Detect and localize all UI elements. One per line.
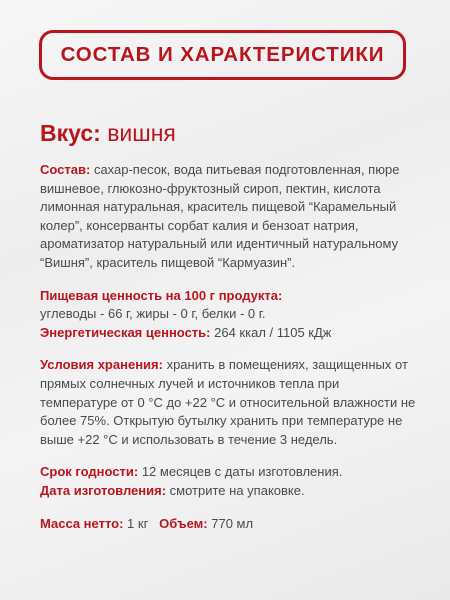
composition-paragraph	[40, 161, 420, 273]
spec-content	[40, 118, 420, 533]
shelf-life-line	[40, 463, 420, 482]
production-date-line	[40, 482, 420, 501]
header-title: СОСТАВ И ХАРАКТЕРИСТИКИ	[60, 43, 385, 66]
composition-label: Состав:	[40, 162, 91, 177]
production-date-label: Дата изготовления:	[40, 482, 167, 498]
volume-value: 770 мл	[211, 515, 254, 531]
flavor-line	[40, 118, 420, 148]
header-box	[39, 30, 406, 80]
storage-label: Условия хранения:	[40, 357, 163, 373]
shelf-life-label: Срок годности:	[40, 464, 139, 480]
energy-label: Энергетическая ценность:	[40, 324, 211, 340]
energy-line	[40, 324, 420, 343]
volume-label: Объем:	[159, 515, 208, 531]
net-weight-value: 1 кг	[127, 515, 149, 531]
nutrition-paragraph	[40, 287, 420, 324]
net-weight-label: Масса нетто:	[40, 515, 124, 531]
composition-text: сахар-песок, вода питьевая подготовленная, пюре вишневое, глюкозно-фруктозный сироп, пектин, кислота лимонная натуральная, краситель пищевой “Карамельный колер”, консерванты сорбат калия и бензоат натрия, ароматизатор натуральный или идентичный натуральному “Вишня”, краситель пищевой “Кармуазин”.	[40, 162, 400, 270]
nutrition-label: Пищевая ценность на 100 г продукта:	[40, 287, 283, 303]
shelf-life-value: 12 месяцев с даты изготовления.	[141, 464, 343, 480]
flavor-value: вишня	[107, 120, 176, 146]
nutrition-values: углеводы - 66 г, жиры - 0 г, белки - 0 г.	[40, 306, 266, 322]
storage-paragraph	[40, 356, 420, 449]
flavor-label: Вкус:	[40, 120, 101, 146]
production-date-value: смотрите на упаковке.	[169, 482, 305, 498]
storage-text: хранить в помещениях, защищенных от прямых солнечных лучей и источников тепла при температуре от 0 °С до +22 °С и относительной влажности не более 75%. Открытую бутылку хранить при температуре не выше +22 °С и использовать в течение 3 недель.	[40, 357, 416, 447]
weight-volume-line	[40, 515, 420, 534]
energy-value: 264 ккал / 1105 кДж	[214, 324, 332, 340]
